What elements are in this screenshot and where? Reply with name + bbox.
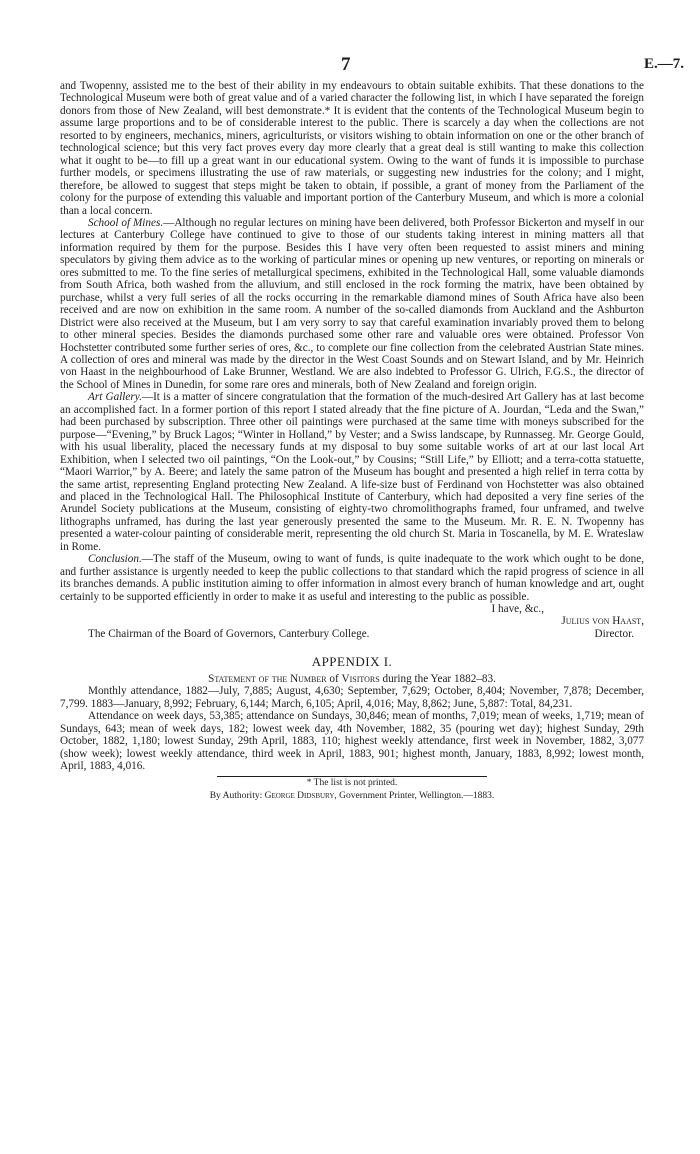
printer-imprint bbox=[60, 790, 644, 802]
paragraph-attendance-statistics: Attendance on week days, 53,385; attendance on Sundays, 30,846; mean of months, 7,019; mean of weeks, 1,719; mean of Sundays, 643; mean of week days, 182; lowest week day, 4th November, 1882, 35 (pouring wet day); highest Sunday, 29th October, 1882, 1,180; lowest Sunday, 29th April, 1883, 110; highest weekly attendance, first week in November, 1882, 3,077 (show week); lowest weekly attendance, third week in April, 1883, 901; highest month, January, 1883, 8,992; lowest month, April, 1883, 4,016. bbox=[60, 710, 644, 773]
statement-suffix: during the Year 1882–83. bbox=[379, 672, 496, 685]
statement-visitors: Visitors bbox=[341, 672, 380, 685]
page-number: 7 bbox=[341, 54, 351, 75]
paragraph-school-of-mines bbox=[60, 217, 644, 391]
section-heading-art-gallery: Art Gallery. bbox=[88, 391, 142, 404]
signature-closing: I have, &c., bbox=[491, 603, 544, 616]
signatory-title: Director. bbox=[594, 627, 634, 640]
section-heading-conclusion: Conclusion. bbox=[88, 553, 142, 566]
imprint-suffix: , Government Printer, Wellington.—1883. bbox=[334, 790, 495, 801]
paragraph-conclusion bbox=[60, 553, 644, 603]
section-heading-school-of-mines: School of Mines. bbox=[88, 216, 164, 229]
document-reference: E.—7. bbox=[644, 56, 685, 72]
signature-name: Julius von Haast, bbox=[561, 615, 644, 628]
document-body bbox=[60, 80, 644, 802]
paragraph-monthly-attendance: Monthly attendance, 1882—July, 7,885; August, 4,630; September, 7,629; October, 8,404; November, 7,878; December, 7,799. 1883—January, 8,992; February, 6,144; March, 6,105; April, 4,016; May, 8,862; June, 5,887: Total, 84,231. bbox=[60, 685, 644, 710]
signature-line bbox=[60, 628, 644, 640]
statement-prefix: Statement of the bbox=[208, 672, 291, 685]
appendix-heading: APPENDIX I. bbox=[311, 654, 393, 670]
statement-number: Number bbox=[290, 672, 327, 685]
paragraph-art-gallery bbox=[60, 391, 644, 553]
section-text-art-gallery: —It is a matter of sincere congratulation that the formation of the much-desired Art Gallery has at last become an accomplished fact. In a former portion of this report I stated already that the fine picture of A. Jourdan, “Leda and the Swan,” had been purchased by subscription. Three other oil paintings were purchased at the same time with moneys subscribed for the purpose—“Evening,” by Bruck Lagos; “Winter in Holland,” by Vester; and a Swiss landscape, by Runnasseg. Mr. George Gould, with his usual liberality, placed the necessary funds at my disposal to buy some suitable works of art at our last local Art Exhibition, when I selected two oil paintings, “On the Look-out,” by Cousins; “Still Life,” by Elliott; and a terra-cotta statuette, “Maori Warrior,” by A. Beere; and lately the same patron of the Museum has bought and presented a high relief in terra cotta by the same artist, representing England protecting New Zealand. A life-size bust of Ferdinand von Hochstetter was also obtained and placed in the Technological Hall. The Philosophical Institute of Canterbury, which had deposited a very fine series of the Arundel Society publications at the Museum, consisting of eighty-two chromolithographs framed, four unframed, and twelve lithographs unframed, has during the last year generously presented the same to the Museum. Mr. R. E. N. Twopenny has presented a water-colour painting of considerable merit, representing the old church St. Maria in Toscanella, by M. E. Wrateslaw in Rome. bbox=[60, 391, 644, 553]
footnote: * The list is not printed. bbox=[306, 778, 398, 789]
section-text-conclusion: —The staff of the Museum, owing to want of funds, is quite inadequate to the work which ought to be done, and further assistance is urgently needed to keep the public collections to that standard which the rapid progress of science in all its branches demands. A public institution aiming to offer information in almost every branch of human knowledge and art, ought certainly to be supported efficiently in order to make it as useful and interesting to the public as possible. bbox=[60, 553, 644, 603]
addressee: The Chairman of the Board of Governors, Canterbury College. bbox=[88, 627, 370, 640]
statement-of: of bbox=[326, 672, 342, 685]
imprint-printer-name: George Didsbury bbox=[264, 790, 335, 801]
paragraph-technological-museum: and Twopenny, assisted me to the best of their ability in my endeavours to obtain suitable exhibits. That these donations to the Technological Museum were both of great value and of a varied character the following list, in which I have separated the foreign donors from those of New Zealand, will best demonstrate.* It is evident that the contents of the Technological Museum begin to assume large proportions and to be of considerable interest to the public. There is scarcely a day when the collections are not resorted to by engineers, mechanics, miners, agriculturists, or visitors wishing to obtain information on one or the other branch of technological science; but this very fact proves every day more clearly that a great deal is still wanting to make this collection what it ought to be—to fill up a great want in our educational system. Owing to the want of funds it is impossible to purchase further models, or specimens illustrating the use of raw materials, or suggesting new industries for the colony; and I might, therefore, be allowed to suggest that steps might be taken to obtain, if possible, a grant of money from the Parliament of the colony for the purpose of extending this valuable and important portion of the Canterbury Museum, and which is more a colonial than a local concern. bbox=[60, 80, 644, 217]
imprint-prefix: By Authority: bbox=[209, 790, 265, 801]
section-text-school-of-mines: —Although no regular lectures on mining have been delivered, both Professor Bickerton and myself in our lectures at Canterbury College have continued to give to those of our students taking interest in mining matters all that information required by them for the purpose. Besides this I have very often been requested to assist miners and mining speculators by giving them advice as to the working of particular mines or opening up new ventures, or reporting on minerals or ores submitted to me. To the fine series of metallurgical specimens, exhibited in the Technological Hall, some valuable diamonds from South Africa, both washed from the alluvium, and still enclosed in the rock forming the matrix, have been obtained by purchase, whilst a very full series of all the rocks occurring in the remarkable diamond mines of South Africa have also been received and are now on exhibition in the same room. A number of the so-called diamonds from Auckland and the Ashburton District were also received at the Museum, but I am very sorry to say that careful examination invariably proved them to belong to other mineral species. Besides the diamonds purchased some other rare and valuable ores were obtained. Professor Von Hochstetter contributed some further series of ores, &c., to complete our fine collection from the celebrated Austrian State mines. A collection of ores and mineral was made by the director in the West Coast Sounds and on Stewart Island, and by Mr. Heinrich von Haast in the neighbourhood of Lake Brunner, Westland. We are also indebted to Professor G. Ulrich, F.G.S., the director of the School of Mines in Dunedin, for some rare ores and minerals, both of New Zealand and foreign origin. bbox=[60, 216, 644, 391]
appendix-statement-title bbox=[60, 673, 644, 685]
